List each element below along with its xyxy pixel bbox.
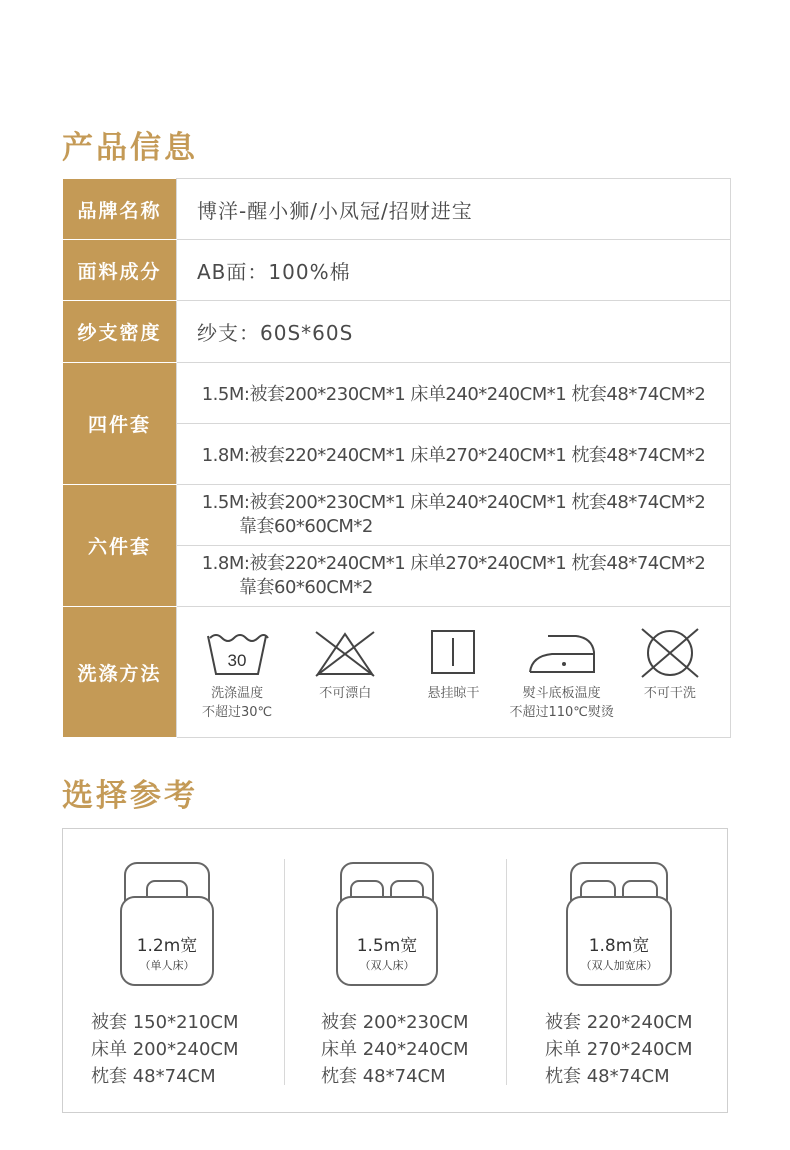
- iron-icon: [524, 628, 600, 678]
- six-piece-size-2-line1: 1.8M:被套220*240CM*1 床单270*240CM*1 枕套48*74CM*2: [201, 553, 706, 574]
- four-piece-row-1: [63, 363, 731, 424]
- four-piece-label: 四件套: [63, 363, 177, 485]
- bed-size-single: 1.2m宽: [136, 936, 198, 956]
- bed-type-double: （双人床）: [359, 959, 415, 972]
- four-piece-size-2: 1.8M:被套220*240CM*1 床单270*240CM*1 枕套48*74CM*2: [177, 424, 731, 485]
- wash-item-iron: [508, 628, 616, 722]
- six-piece-size-2-line2: 靠套60*60CM*2: [239, 577, 373, 598]
- bed-spec-pillow: 枕套 48*74CM: [545, 1066, 670, 1087]
- wash-temp-text: 30: [227, 651, 247, 670]
- brand-value: 博洋-醒小狮/小凤冠/招财进宝: [177, 179, 731, 240]
- bed-spec-list-wide-double: [545, 1009, 693, 1090]
- washing-icons: [177, 607, 731, 738]
- iron-label-2: 不超过110℃熨烫: [509, 705, 614, 720]
- fabric-label: 面料成分: [63, 240, 177, 301]
- six-piece-size-1-line2: 靠套60*60CM*2: [239, 516, 373, 537]
- bed-option-single: [63, 829, 285, 1112]
- bed-type-single: （单人床）: [139, 959, 195, 972]
- bed-size-wide-double: 1.8m宽: [588, 936, 650, 956]
- bed-spec-sheet: 床单 200*240CM: [91, 1039, 239, 1060]
- fabric-row: [63, 240, 731, 301]
- no-dry-clean-label: 不可干洗: [643, 686, 696, 701]
- bed-spec-duvet: 被套 220*240CM: [545, 1012, 693, 1033]
- bed-spec-list-single: [91, 1009, 239, 1090]
- hang-dry-label: 悬挂晾干: [427, 686, 480, 701]
- wash-item-no-dry-clean: [616, 628, 724, 703]
- brand-row: [63, 179, 731, 240]
- bed-size-double: 1.5m宽: [356, 936, 418, 956]
- product-spec-table: [62, 178, 731, 738]
- bed-spec-list-double: [321, 1009, 469, 1090]
- bed-spec-sheet: 床单 270*240CM: [545, 1039, 693, 1060]
- selection-reference-box: [62, 828, 728, 1113]
- bed-spec-sheet: 床单 240*240CM: [321, 1039, 469, 1060]
- bed-spec-duvet: 被套 200*230CM: [321, 1012, 469, 1033]
- bed-option-wide-double: [507, 829, 729, 1112]
- wash-temp-label-2: 不超过30℃: [202, 705, 273, 720]
- bed-spec-duvet: 被套 150*210CM: [91, 1012, 239, 1033]
- wash-temp-label-1: 洗涤温度: [211, 686, 264, 701]
- selection-title: 选择参考: [62, 778, 198, 814]
- fabric-value: AB面：100%棉: [177, 240, 731, 301]
- yarn-row: [63, 301, 731, 363]
- washing-label: 洗涤方法: [63, 607, 177, 738]
- product-info-title: 产品信息: [62, 130, 198, 166]
- bed-type-wide-double: （双人加宽床）: [580, 959, 658, 972]
- six-piece-size-1: [177, 485, 731, 546]
- no-bleach-label: 不可漂白: [319, 686, 372, 701]
- wash-item-hang-dry: [399, 628, 507, 703]
- bed-option-double: [285, 829, 507, 1112]
- six-piece-size-2: [177, 546, 731, 607]
- no-dry-clean-icon: [637, 628, 703, 678]
- six-piece-size-1-line1: 1.5M:被套200*230CM*1 床单240*240CM*1 枕套48*74CM*2: [201, 492, 706, 513]
- yarn-value: 纱支：60S*60S: [177, 301, 731, 363]
- bed-spec-pillow: 枕套 48*74CM: [321, 1066, 446, 1087]
- hang-dry-icon: [420, 628, 486, 678]
- yarn-label: 纱支密度: [63, 301, 177, 363]
- wash-item-no-bleach: [291, 628, 399, 703]
- brand-label: 品牌名称: [63, 179, 177, 240]
- wash-item-temp: [183, 628, 291, 722]
- iron-label-1: 熨斗底板温度: [522, 686, 601, 701]
- wash-30-icon: [204, 628, 270, 678]
- six-piece-row-1: [63, 485, 731, 546]
- no-bleach-icon: [312, 628, 378, 678]
- washing-row: [63, 607, 731, 738]
- six-piece-label: 六件套: [63, 485, 177, 607]
- four-piece-size-1: 1.5M:被套200*230CM*1 床单240*240CM*1 枕套48*74CM*2: [177, 363, 731, 424]
- bed-spec-pillow: 枕套 48*74CM: [91, 1066, 216, 1087]
